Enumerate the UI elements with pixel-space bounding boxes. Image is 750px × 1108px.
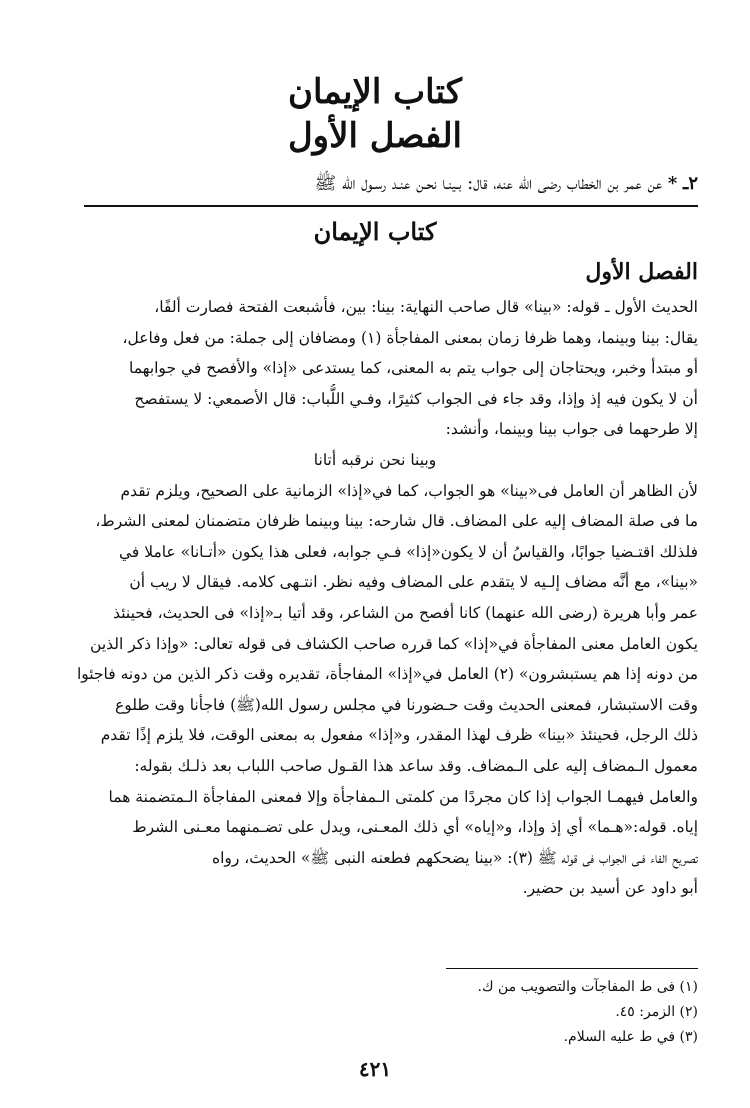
commentary-line: من دونه إذا هم يستبشرون» (٢) العامل في«إذا» المفاجأة، تقديره وقت ذكر الذين من دونه فاجئوا — [76, 665, 698, 684]
commentary-line: أو مبتدأ وخبر، ويحتاجان إلى جواب يتم به المعنى، كما يستدعى «إذا» والأفصح في جوابهما — [128, 359, 698, 378]
commentary-line: لأن الظاهر أن العامل فى«بينا» هو الجواب، كما في«إذا» الزمانية على الصحيح، ويلزم تقدم — [120, 481, 698, 500]
commentary-line: ما فى صلة المضاف إليه على المضاف. قال شارحه: بينا وبينما ظرفان متضمنان لمعنى الشرط، — [95, 512, 698, 531]
commentary-line: الحديث الأول ـ قوله: «بينا» قال صاحب النهاية: بينا: بين، فأشبعت الفتحة فصارت ألفًا، — [154, 298, 698, 316]
commentary-line: معمول الـمضاف إليه على الـمضاف. وقد ساعد هذا القـول صاحب اللباب بعد ذلـك بقوله: — [134, 756, 698, 775]
commentary-line: إلا طرحهما فى جواب بينا وبينما، وأنشد: — [445, 420, 698, 439]
commentary-book-title: كتاب الإيمان — [313, 217, 437, 246]
page-number: ٤٢١ — [358, 1057, 392, 1081]
commentary-line: إياه. قوله:«هـما» أي إذ وإذا، و«إياه» أي ذلك المعـنى، ويدل على تضـمنهما معـنى الشرط — [132, 818, 698, 837]
commentary-line: ذلك الرجل، فحينئذ «بينا» ظرف لهذا المقدر، و«إذا» مفعول به بمعنى الوقت، فلا يلزم إذًا تقدم — [100, 726, 698, 745]
commentary-line: أبو داود عن أسيد بن حضير. — [522, 879, 698, 898]
footnote-divider — [446, 968, 698, 969]
footnotes — [298, 975, 698, 1050]
commentary-line: عمر وأبا هريرة (رضى الله عنهما) كانا أفصح من الشاعر، وقد أتيا بـ«إذا» فى الحديث، فحينئذ — [113, 603, 698, 622]
commentary-line: فلذلك اقتـضيا جوابًا، والقياسُ أن لا يكون«إذا» فـي جوابه، فعلى هذا يكون «أتـانا» عاملا في — [118, 542, 698, 561]
commentary-line: وقت الاستبشار، فمعنى الحديث وقت حـضورنا في مجلس رسول الله(ﷺ) فاجأنا وقت طلوع — [115, 695, 698, 714]
hadith-body: عن عمر بن الخطاب رضى الله عنه، قال: بـينـا نحـن عنـد رسـول الله ﷺ — [314, 173, 663, 194]
hadith-divider — [84, 205, 698, 207]
commentary-line: يقال: بينا وبينما، وهما ظرفا زمان بمعنى المفاجأة (١) ومضافان إلى جملة: من فعل وفاعل، — [122, 328, 698, 347]
hadith-text — [84, 168, 698, 200]
poetry-verse: وبينا نحن نرقبه أتانا — [313, 450, 437, 469]
hadith-marker: * — [667, 173, 678, 194]
commentary-chapter-title: الفصل الأول — [585, 259, 698, 285]
footnote: (١) فى ط المفاجآت والتصويب من ك. — [477, 979, 698, 995]
book-title: كتاب الإيمان — [288, 72, 462, 112]
commentary-line: تصريح الفاء فـى الجواب فى قوله ﷺ (٣): «بينا يضحكهم فطعنه النبى ﷺ» الحديث، رواه — [211, 848, 698, 867]
chapter-title: الفصل الأول — [287, 116, 463, 156]
footnote: (٢) الزمر: ٤٥. — [615, 1004, 698, 1020]
commentary-line: والعامل فيهمـا الجواب إذا كان مجردًا من كلمتى الـمفاجأة وإلا فمعنى المفاجأة الـمتضمنة هما — [108, 787, 698, 806]
commentary-line: أن لا يكون فيه إذ وإذا، وقد جاء فى الجواب كثيرًا، وفـي اللُّباب: قال الأصمعي: لا يستفصح — [134, 389, 698, 408]
commentary-line: «بينا»، مع أنَّه مضاف إلـيه لا يتقدم على المضاف وفيه نظر. انتـهى كلامه. فيقال لا ريب أن — [129, 573, 698, 592]
hadith-number: ٢ـ — [683, 173, 698, 194]
commentary-line: يكون العامل معنى المفاجأة في«إذا» كما قرره صاحب الكشاف فى قوله تعالى: «وإذا ذكر الذين — [90, 634, 698, 653]
commentary-body — [52, 292, 698, 904]
footnote: (٣) في ط عليه السلام. — [563, 1029, 698, 1045]
